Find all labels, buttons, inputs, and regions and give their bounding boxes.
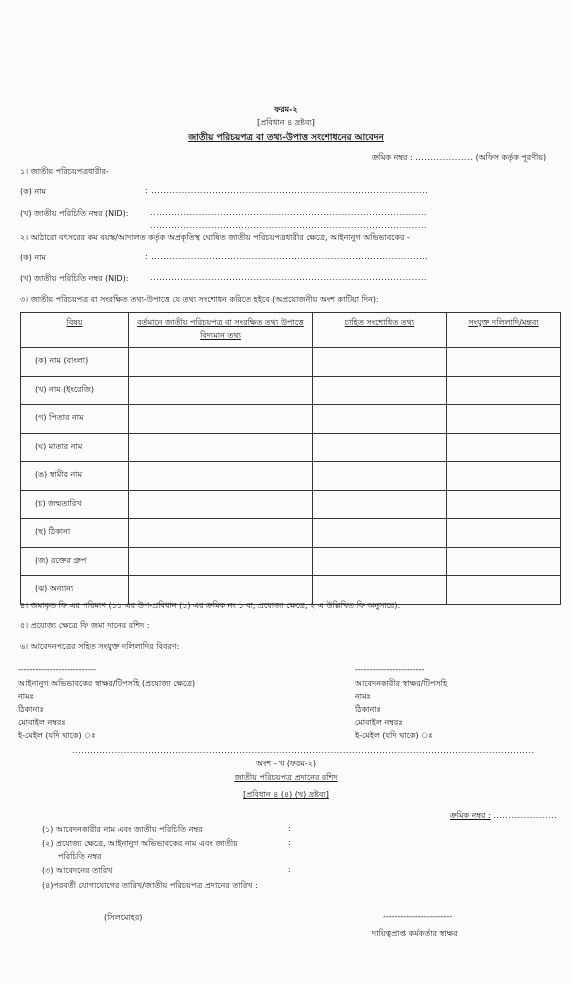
applicant-signature-title: আবেদনকারীর স্বাক্ষর/টিপসহি (355, 679, 448, 688)
receipt-item-colon: : (288, 865, 291, 874)
remarks-cell[interactable] (447, 576, 561, 605)
remarks-cell[interactable] (447, 490, 561, 519)
corrected-info-cell[interactable] (313, 405, 447, 434)
holder-nid-field[interactable]: ........................................................................................... (150, 208, 427, 217)
row-label: (চ) জন্মতারিখ (21, 490, 129, 519)
guardian-nid-field[interactable]: ........................................................................................... (150, 273, 427, 282)
table-row (21, 348, 561, 377)
seal-label: (সিলমোহর) (104, 913, 143, 922)
corrected-info-cell[interactable] (313, 547, 447, 576)
section3-heading: ৩। জাতীয় পরিচয়পত্র বা সংরক্ষিত তথ্য-উপাত্তে যে তথ্য সংশোধন করিতে হইবে (অপ্রয়োজনীয় অংশ কাটিয়া দিন): (20, 295, 379, 304)
current-info-cell[interactable] (129, 519, 313, 548)
row-label: (ছ) ঠিকানা (21, 519, 129, 548)
row-label: (ক) নাম (বাংলা) (21, 348, 129, 377)
holder-nid-label: (খ) জাতীয় পরিচিতি নম্বর (NID): (20, 209, 129, 218)
guardian-signature-title: আইনানুগ অভিভাবকের স্বাক্ষর/টিপসহি (প্রযোজ্য ক্ষেত্রে) (18, 679, 196, 688)
row-label: (গ) পিতার নাম (21, 405, 129, 434)
guardian-mobile-label: মোবাইল নম্বরঃ (18, 718, 66, 727)
part-b-heading: অংশ - খ (ফরম-২) (256, 759, 316, 768)
row-label: (জ) রক্তের গ্রুপ (21, 547, 129, 576)
receipt-item: পরিচিতি নম্বর (58, 852, 102, 861)
guardian-name-field[interactable]: : ........................................................................................... (145, 252, 429, 261)
applicant-mobile-label: মোবাইল নম্বরঃ (355, 718, 403, 727)
holder-name-field[interactable]: : ........................................................................................... (145, 186, 429, 195)
current-info-cell[interactable] (129, 348, 313, 377)
receipt-item-colon: : (288, 824, 291, 833)
cut-line: ........................................................................................................................................................ (72, 746, 535, 755)
row-label: (ঙ) স্বামীর নাম (21, 462, 129, 491)
table-row (21, 376, 561, 405)
guardian-nid-label: (খ) জাতীয় পরিচিতি নম্বর (NID): (20, 274, 129, 283)
corrected-info-cell[interactable] (313, 519, 447, 548)
current-info-cell[interactable] (129, 490, 313, 519)
corrected-info-cell[interactable] (313, 433, 447, 462)
form-title: জাতীয় পরিচয়পত্র বা তথ্য-উপাত্ত সংশোধনের আবেদন (188, 133, 384, 143)
row-label: (ঝ) অন্যান্য (21, 576, 129, 605)
current-info-cell[interactable] (129, 376, 313, 405)
current-info-cell[interactable] (129, 547, 313, 576)
section1-heading: ১। জাতীয় পরিচয়পত্রধারীর- (20, 167, 109, 176)
guardian-address-label: ঠিকানাঃ (18, 705, 44, 714)
serial-number-field[interactable] (372, 152, 546, 165)
remarks-cell[interactable] (447, 433, 561, 462)
table-row (21, 547, 561, 576)
guardian-name-label: (ক) নাম (20, 253, 46, 262)
applicant-email-label: ই-মেইল (যদি থাকে) ঃ (355, 731, 433, 740)
part-b-serial-label: ক্রমিক নম্বর : (450, 811, 491, 820)
applicant-address-label: ঠিকানাঃ (355, 705, 381, 714)
rule-reference: [প্রবিধান ৪ দ্রষ্টব্য] (257, 118, 315, 127)
correction-table (20, 312, 561, 605)
corrected-info-cell[interactable] (313, 376, 447, 405)
column-header: বিষয় (21, 313, 129, 348)
table-row (21, 433, 561, 462)
remarks-cell[interactable] (447, 462, 561, 491)
applicant-name-label: নামঃ (355, 692, 371, 701)
part-b-serial-field[interactable] (450, 810, 557, 823)
table-row (21, 490, 561, 519)
current-info-cell[interactable] (129, 405, 313, 434)
part-b-rule-reference: [প্রবিধান ৪ (৪) (খ) দ্রষ্টব্য] (243, 790, 329, 799)
receipt-item: (৩) আবেদনের তারিখ (42, 866, 113, 875)
receipt-item: (৪)পরবর্তী যোগাযোগের তারিখ/জাতীয় পরিচয়পত্র প্রদানের তারিখ : (42, 881, 258, 890)
remarks-cell[interactable] (447, 348, 561, 377)
section4-fee-amount: ৪। জমাকৃত ফি এর পরিমাণ (১১ এর উপ-প্রবিধান (১) এর ক্রমিক নং ১ বা, প্রযোজ্য ক্ষেত্রে, ২ এ উল্লিখিত ফি অনুসারে): (20, 601, 401, 610)
row-label: (ঘ) মাতার নাম (21, 433, 129, 462)
holder-nid-extra-dots: ........................................................................................... (150, 221, 427, 230)
column-header: বর্তমানে জাতীয় পরিচয়পত্র বা সংরক্ষিত তথ্য উপাত্তে বিদ্যমান তথ্য (129, 313, 313, 348)
receipt-item-colon: : (288, 838, 291, 847)
serial-number-note: (অফিস কর্তৃক পূরণীয়) (475, 153, 547, 162)
section2-heading: ২। আঠারো বৎসরের কম বয়স্ক/আদালত কর্তৃক অপ্রকৃতিস্থ ঘোষিত জাতীয় পরিচয়পত্রধারীর ক্ষেত্রে, আইনানুগ অভিভাবকের - (20, 233, 410, 242)
section6-attachments: ৬। আবেদনপত্রের সহিত সংযুক্ত দলিলাদির বিবরণ: (20, 642, 180, 651)
table-row (21, 405, 561, 434)
part-b-serial-dots: ..................... (493, 811, 558, 820)
remarks-cell[interactable] (447, 519, 561, 548)
holder-name-label: (ক) নাম (20, 187, 46, 196)
receipt-item: (১) আবেদনকারীর নাম এবং জাতীয় পরিচিতি নম্বর (42, 825, 203, 834)
applicant-signature-line: ------------------------ (355, 665, 425, 674)
current-info-cell[interactable] (129, 433, 313, 462)
receipt-item: (২) প্রযোজ্য ক্ষেত্রে, আইনানুগ অভিভাবকের নাম এবং জাতীয় (42, 839, 238, 848)
remarks-cell[interactable] (447, 376, 561, 405)
corrected-info-cell[interactable] (313, 348, 447, 377)
remarks-cell[interactable] (447, 405, 561, 434)
current-info-cell[interactable] (129, 462, 313, 491)
table-row (21, 519, 561, 548)
corrected-info-cell[interactable] (313, 462, 447, 491)
section5-fee-receipt: ৫। প্রযোজ্য ক্ষেত্রে ফি জমা দানের রশিদ : (20, 621, 150, 630)
officer-signature-label: দায়িত্বপ্রাপ্ত কর্মকর্তার স্বাক্ষর (372, 929, 458, 938)
officer-signature-line: ------------------------ (383, 912, 453, 921)
column-header: চাহিত সংশোধিত তথ্য (313, 313, 447, 348)
serial-number-label: ক্রমিক নম্বর : (372, 153, 413, 162)
part-b-title: জাতীয় পরিচয়পত্র প্রদানের রশিদ (234, 773, 338, 782)
guardian-name-label: নামঃ (18, 692, 34, 701)
remarks-cell[interactable] (447, 547, 561, 576)
form-number: ফরম-২ (274, 105, 298, 114)
serial-number-dots: ................... (415, 153, 474, 162)
column-header: সংযুক্ত দলিলাদি/মন্তব্য (447, 313, 561, 348)
guardian-signature-line: --------------------------- (18, 665, 96, 674)
row-label: (খ) নাম (ইংরেজি) (21, 376, 129, 405)
table-header-row (21, 313, 561, 348)
table-row (21, 462, 561, 491)
guardian-email-label: ই-মেইল (যদি থাকে) ঃ (18, 731, 96, 740)
corrected-info-cell[interactable] (313, 490, 447, 519)
